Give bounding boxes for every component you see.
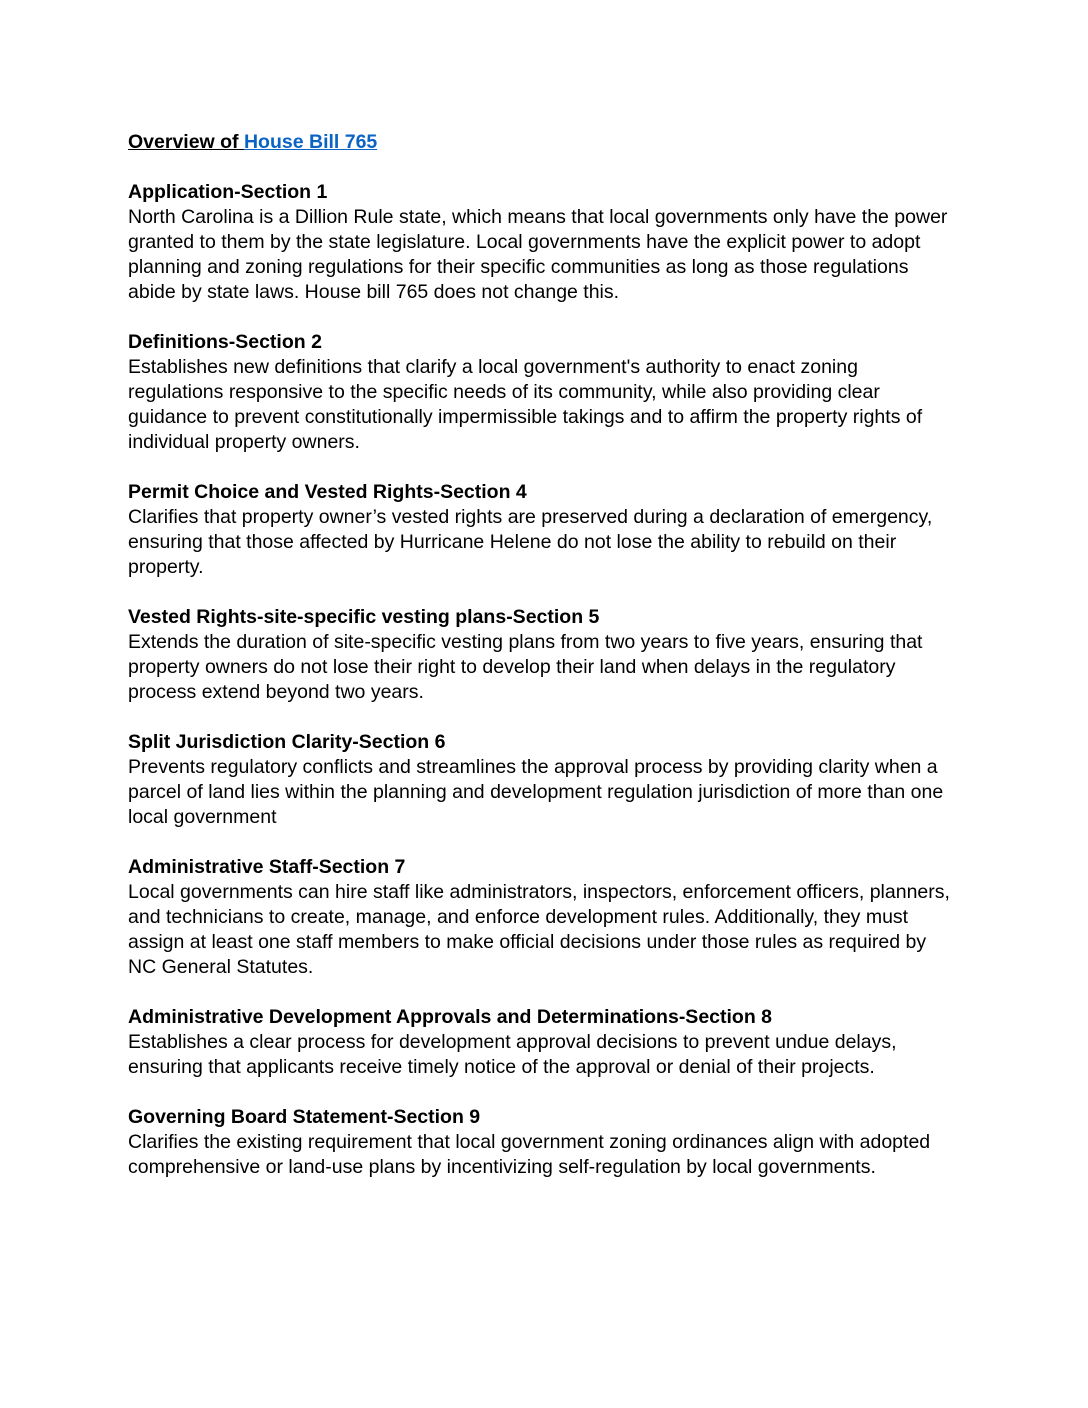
section-body: Clarifies that property owner’s vested rights are preserved during a declaration of emergency, ensuring that those affected by Hurricane Helene do not lose the ability to rebuild on their property. — [128, 506, 933, 578]
section-body: Clarifies the existing requirement that local government zoning ordinances align with adopted comprehensive or land-use plans by incentivizing self-regulation by local governments. — [128, 1131, 931, 1178]
section-body: Establishes a clear process for development approval decisions to prevent undue delays, ensuring that applicants receive timely notice of the approval or denial of their projects. — [128, 1031, 897, 1078]
document-section — [128, 855, 958, 980]
document-title — [128, 130, 958, 155]
section-heading: Administrative Staff-Section 7 — [128, 856, 406, 878]
section-heading: Application-Section 1 — [128, 181, 328, 203]
document-section — [128, 180, 958, 305]
section-heading: Vested Rights-site-specific vesting plans-Section 5 — [128, 606, 600, 628]
document-section — [128, 480, 958, 580]
house-bill-765-link[interactable]: House Bill 765 — [243, 131, 378, 153]
document-section — [128, 1105, 958, 1180]
section-heading: Split Jurisdiction Clarity-Section 6 — [128, 731, 446, 753]
document-section — [128, 1005, 958, 1080]
section-body: Extends the duration of site-specific vesting plans from two years to five years, ensuring that property owners do not lose their right to develop their land when delays in the regulatory process extend beyond two years. — [128, 631, 923, 703]
section-heading: Permit Choice and Vested Rights-Section 4 — [128, 481, 527, 503]
section-body: Local governments can hire staff like administrators, inspectors, enforcement officers, planners, and technicians to create, manage, and enforce development rules. Additionally, they must assign at least one staff members to make official decisions under those rules as required by NC General Statutes. — [128, 881, 950, 978]
section-body: Establishes new definitions that clarify a local government's authority to enact zoning regulations responsive to the specific needs of its community, while also providing clear guidance to prevent constitutionally impermissible takings and to affirm the property rights of individual property owners. — [128, 356, 923, 453]
sections-list — [128, 180, 958, 1180]
section-body: North Carolina is a Dillion Rule state, which means that local governments only have the power granted to them by the state legislature. Local governments have the explicit power to adopt planning and zoning regulations for their specific communities as long as those regulations abide by state laws. House bill 765 does not change this. — [128, 206, 948, 303]
document-section — [128, 330, 958, 455]
document-section — [128, 605, 958, 705]
title-prefix: Overview of — [128, 131, 244, 153]
document-section — [128, 730, 958, 830]
section-heading: Administrative Development Approvals and Determinations-Section 8 — [128, 1006, 773, 1028]
section-heading: Definitions-Section 2 — [128, 331, 322, 353]
section-body: Prevents regulatory conflicts and streamlines the approval process by providing clarity when a parcel of land lies within the planning and development regulation jurisdiction of more than one local government — [128, 756, 944, 828]
section-heading: Governing Board Statement-Section 9 — [128, 1106, 481, 1128]
